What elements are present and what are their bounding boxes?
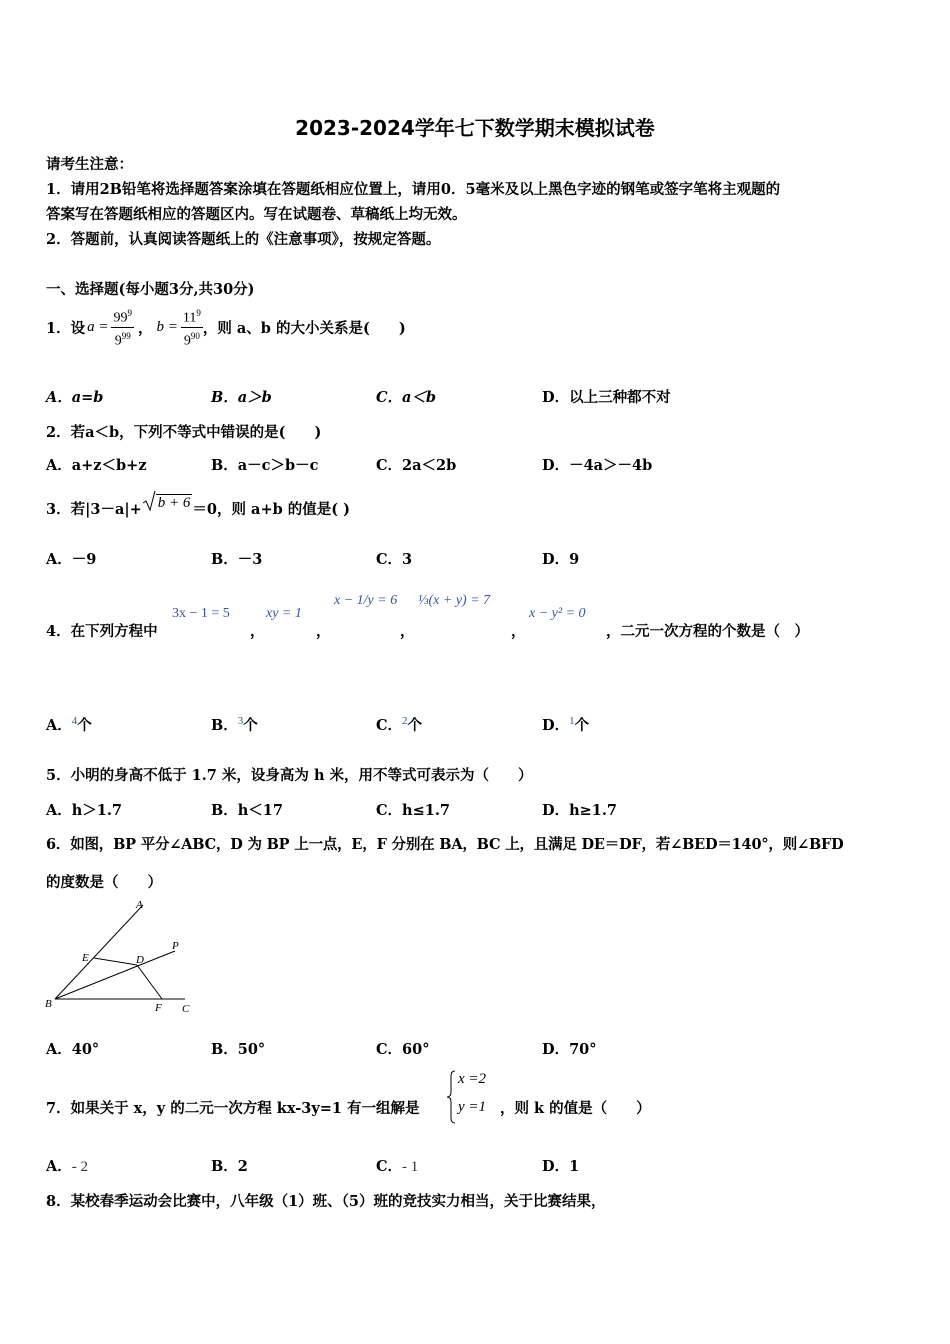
- q4-prefix: 4．在下列方程中: [46, 623, 158, 640]
- q4-eq-4: ⅓(x + y) = 7: [418, 593, 491, 608]
- question-6-stem-line1: 6．如图，BP 平分∠ABC，D 为 BP 上一点，E，F 分别在 BA，BC 上，且满足 DE＝DF，若∠BED＝140°，则∠BFD: [46, 836, 844, 853]
- q4-option-b-value: 3: [237, 715, 244, 728]
- sqrt-icon: [142, 490, 156, 512]
- notice-line-3: 2．答题前，认真阅读答题纸上的《注意事项》，按规定答题。: [46, 231, 441, 248]
- q1-option-d[interactable]: D．以上三种都不对: [542, 389, 671, 406]
- q4-option-c-value: 2: [402, 715, 408, 728]
- q7-option-b-value: 2: [237, 1158, 248, 1175]
- q4-option-b-letter: B．: [211, 717, 238, 734]
- q1-suffix: ，则 a、b 的大小关系是( ): [202, 319, 406, 337]
- q1-sep: ，: [137, 319, 153, 337]
- q4-comma-3: ，: [400, 623, 415, 640]
- q1-a-num: 99: [113, 310, 128, 326]
- q7-prefix: 7．如果关于 x，y 的二元一次方程 kx-3y=1 有一组解是: [46, 1100, 420, 1117]
- q4-comma-1: ，: [250, 623, 265, 640]
- q7-suffix: ，则 k 的值是（ ）: [500, 1100, 651, 1117]
- q6-geometry-figure: [40, 895, 200, 1020]
- notice-heading: 请考生注意：: [46, 156, 133, 173]
- q3-radicand: b + 6: [157, 495, 191, 511]
- q7-option-d-letter: D．: [542, 1158, 570, 1175]
- q7-option-a-letter: A．: [46, 1158, 72, 1175]
- q5-option-d[interactable]: D．h≥1.7: [542, 802, 617, 819]
- q7-option-d-value: 1: [569, 1158, 580, 1175]
- q4-option-d-unit: 个: [574, 717, 590, 734]
- q7-option-c[interactable]: [376, 1155, 418, 1176]
- q3-suffix: ＝0，则 a+b 的值是( ): [192, 500, 351, 518]
- q1-b-fraction: [181, 305, 203, 349]
- q1-a-den: 9: [114, 333, 122, 349]
- q6-option-c[interactable]: C．60°: [376, 1041, 430, 1058]
- q1-option-a[interactable]: A．a=b: [46, 389, 104, 406]
- q2-option-d[interactable]: D．－4a＞－4b: [542, 457, 653, 474]
- notice-line-2: 答案写在答题纸相应的答题区内。写在试题卷、草稿纸上均无效。: [46, 206, 467, 223]
- fig-label-a: A: [136, 899, 143, 911]
- q2-option-a[interactable]: A．a+z＜b+z: [46, 457, 147, 474]
- q7-option-a-value: - 2: [71, 1159, 89, 1175]
- fig-label-b: B: [45, 998, 52, 1010]
- q4-suffix: ，二元一次方程的个数是（ ）: [606, 623, 809, 640]
- q6-option-b[interactable]: B．50°: [211, 1041, 266, 1058]
- q4-option-d-value: 1: [569, 715, 575, 728]
- question-6-stem-line2: 的度数是（ ）: [46, 874, 162, 891]
- q2-option-c[interactable]: C．2a＜2b: [376, 457, 457, 474]
- q1-b-den-exp: 90: [190, 330, 200, 341]
- q1-b-lhs: b =: [156, 318, 178, 335]
- q7-option-c-value: - 1: [402, 1159, 419, 1175]
- q1-b-den: 9: [183, 333, 191, 349]
- q1-a-lhs: a =: [87, 318, 109, 335]
- page-title: 2023-2024学年七下数学期末模拟试卷: [295, 116, 655, 140]
- question-8-stem: 8．某校春季运动会比赛中，八年级（1）班、（5）班的竞技实力相当，关于比赛结果，: [46, 1193, 606, 1210]
- fig-label-e: E: [82, 952, 89, 964]
- q5-option-b[interactable]: B．h＜17: [211, 802, 283, 819]
- q6-option-a[interactable]: A．40°: [46, 1041, 100, 1058]
- q4-comma-2: ，: [316, 623, 331, 640]
- q4-eq-3: x − 1/y = 6: [334, 593, 398, 608]
- q3-prefix: 3．若|3－a|+: [46, 500, 142, 518]
- q4-option-b-unit: 个: [243, 717, 258, 734]
- q4-option-a-unit: 个: [77, 717, 92, 734]
- q7-option-b-letter: B．: [211, 1158, 238, 1175]
- fig-label-c: C: [182, 1003, 190, 1015]
- question-1-stem: [46, 302, 406, 352]
- q7-system-eq2: y =1: [458, 1099, 487, 1115]
- q6-option-d[interactable]: D．70°: [542, 1041, 597, 1058]
- section-heading-choice: 一、选择题(每小题3分,共30分): [46, 281, 255, 298]
- q7-system-eq1: x =2: [458, 1071, 487, 1087]
- q3-option-b[interactable]: B．－3: [211, 551, 263, 568]
- q7-option-c-letter: C．: [376, 1158, 403, 1175]
- q1-option-b[interactable]: B．a＞b: [211, 389, 272, 406]
- q2-option-b[interactable]: B．a－c＞b－c: [211, 457, 319, 474]
- q4-comma-4: ，: [511, 623, 526, 640]
- q3-option-a[interactable]: A．－9: [46, 551, 97, 568]
- q1-a-fraction: [111, 305, 134, 349]
- q4-option-a-letter: A．: [46, 717, 72, 734]
- q7-brace-icon: [446, 1070, 456, 1124]
- q4-eq-1: 3x − 1 = 5: [172, 606, 230, 621]
- q1-b-num: 11: [182, 310, 197, 326]
- q4-option-d-letter: D．: [542, 717, 570, 734]
- q4-option-c-letter: C．: [376, 717, 403, 734]
- q3-option-c[interactable]: C．3: [376, 551, 413, 568]
- q4-option-c[interactable]: [376, 714, 422, 735]
- fig-label-f: F: [155, 1002, 162, 1014]
- q1-prefix: 1．设: [46, 319, 86, 337]
- question-2-stem: 2．若a＜b，下列不等式中错误的是( ): [46, 424, 322, 441]
- q7-option-d[interactable]: [542, 1155, 579, 1176]
- q1-a-num-exp: 9: [127, 307, 132, 318]
- q4-option-b[interactable]: [211, 714, 258, 735]
- q3-sqrt: [142, 490, 193, 512]
- fig-label-p: P: [172, 940, 179, 952]
- notice-line-1: 1．请用2B铅笔将选择题答案涂填在答题纸相应位置上，请用0．5毫米及以上黑色字迹的钢笔或签字笔将主观题的: [46, 181, 781, 198]
- q4-option-a[interactable]: [46, 714, 92, 735]
- q1-a-den-exp: 99: [121, 330, 131, 341]
- q4-eq-5: x − y² = 0: [529, 606, 586, 621]
- q4-option-a-value: 4: [71, 715, 78, 728]
- q4-eq-2: xy = 1: [266, 606, 302, 621]
- fig-label-d: D: [136, 954, 144, 966]
- q1-b-num-exp: 9: [196, 307, 201, 318]
- q1-option-c[interactable]: C．a＜b: [376, 389, 437, 406]
- q7-option-b[interactable]: [211, 1155, 248, 1176]
- q5-option-a[interactable]: A．h＞1.7: [46, 802, 123, 819]
- question-3-stem: [46, 488, 350, 528]
- q7-option-a[interactable]: [46, 1155, 88, 1176]
- q4-option-c-unit: 个: [407, 717, 423, 734]
- q5-option-c[interactable]: C．h≤1.7: [376, 802, 450, 819]
- question-5-stem: 5．小明的身高不低于 1.7 米，设身高为 h 米，用不等式可表示为（ ）: [46, 767, 533, 784]
- q4-option-d[interactable]: [542, 714, 589, 735]
- q3-option-d[interactable]: D．9: [542, 551, 580, 568]
